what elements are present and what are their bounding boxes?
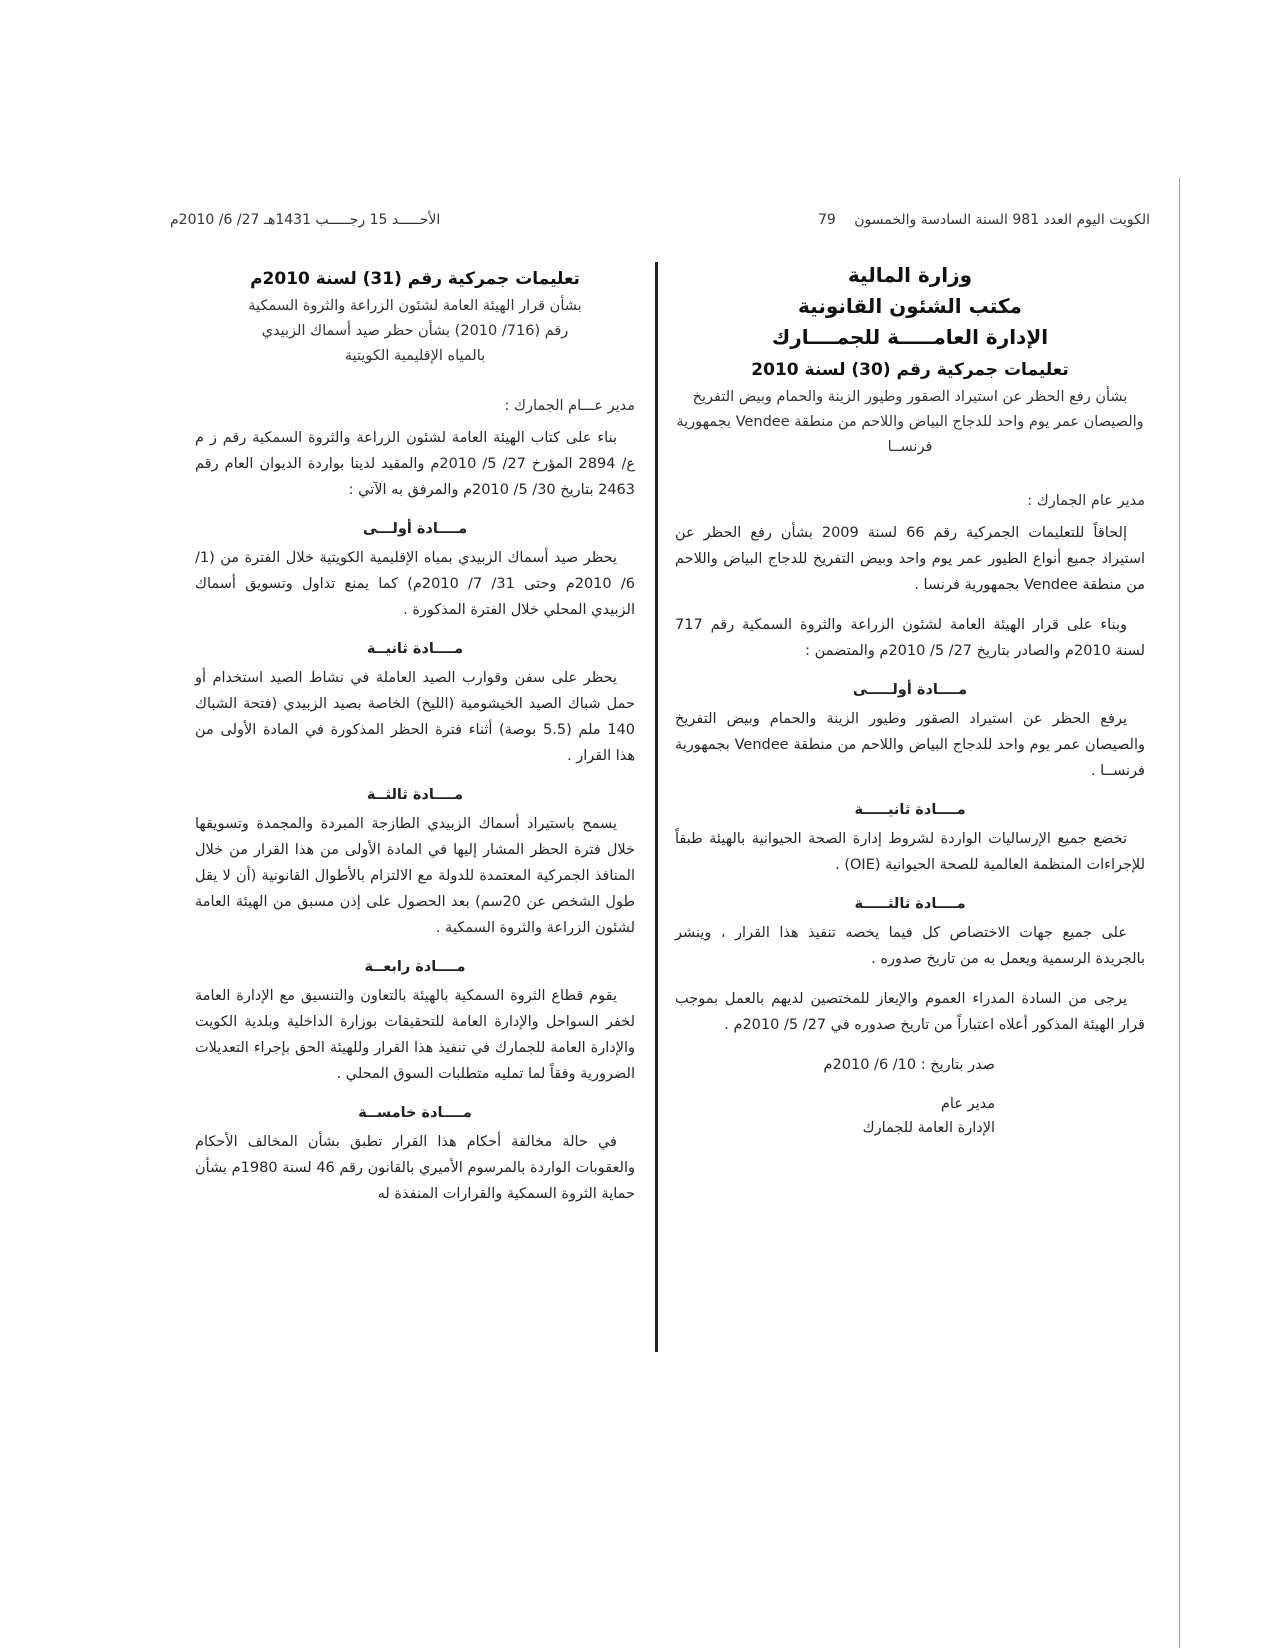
department-name: الإدارة العامـــــة للجمــــارك [771, 325, 1049, 349]
left-column [195, 262, 635, 1221]
intro-paragraph: بناء على كتاب الهيئة العامة لشئون الزراعة والثروة السمكية رقم ز م ع/ 2894 المؤرخ 27/ 5/ 2010م والمقيد لدينا بواردة الديوان العام رقم 2463 بتاريخ 30/ 5/ 2010م والمرفق به الآتي : [195, 430, 635, 498]
article-text: يحظر صيد أسماك الزبيدي بمياه الإقليمية الكويتية خلال الفترة من (1/ 6/ 2010م وحتى 31/ 7/ 2010م) كما يمنع تداول وتسويق أسماك الزبيدي المحلي خلال الفترة المذكورة . [195, 550, 636, 618]
header-issue-info [804, 212, 1150, 228]
header-page-number: 79 [817, 212, 836, 228]
paragraph: إلحاقاً للتعليمات الجمركية رقم 66 لسنة 2009 بشأن رفع الحظر عن استيراد جميع أنواع الطيور عمر يوم واحد وبيض التفريخ للدجاج البياض واللاحم من منطقة Vendee بجمهورية فرنسا . [675, 525, 1145, 593]
signature-title: مدير عام [940, 1096, 995, 1112]
article-text: على جميع جهات الاختصاص كل فيما يخصه تنفيذ هذا القرار ، وينشر بالجريدة الرسمية ويعمل به من تاريخ صدوره . [675, 925, 1145, 967]
article-heading: مــــادة أولـــى [362, 521, 468, 537]
ministry-name: وزارة المالية [847, 263, 973, 287]
running-header [170, 212, 1150, 238]
article-heading: مــــادة أولـــــى [852, 682, 968, 698]
issue-date: صدر بتاريخ : 10/ 6/ 2010م [823, 1057, 995, 1073]
addressee-left: مدير عـــام الجمارك : [504, 398, 635, 414]
article-heading: مــــادة ثالثــة [366, 787, 464, 803]
article-heading: مــــادة ثانيـــــة [854, 802, 966, 818]
article-text: يقوم قطاع الثروة السمكية بالهيئة بالتعاون والتنسيق مع الإدارة العامة لخفر السواحل والإدارة العامة للتحقيقات بوزارة الداخلية وبلدية الكويت والإدارة العامة للجمارك في تنفيذ هذا القرار وللهيئة الحق بإجراء التعديلات الضرورية وفقاً لما تمليه متطلبات السوق المحلي . [195, 988, 635, 1082]
instruction-31-title: تعليمات جمركية رقم (31) لسنة 2010م [250, 269, 580, 289]
page-edge-line [1179, 178, 1180, 1648]
article-heading: مــــادة ثالثـــــة [854, 896, 966, 912]
article-text: في حالة مخالفة أحكام هذا القرار تطبق بشأن المخالف الأحكام والعقوبات الواردة بالمرسوم الأميري بالقانون رقم 46 لسنة 1980م بشأن حماية الثروة السمكية والقرارات المنفذة له [195, 1134, 635, 1202]
instruction-30-title: تعليمات جمركية رقم (30) لسنة 2010 [751, 360, 1069, 380]
paragraph: وبناء على قرار الهيئة العامة لشئون الزراعة والثروة السمكية رقم 717 لسنة 2010م والصادر بتاريخ 27/ 5/ 2010م والمتضمن : [675, 617, 1145, 659]
office-name: مكتب الشئون القانونية [798, 294, 1022, 318]
instruction-31-subject-line: بالمياه الإقليمية الكويتية [344, 348, 486, 364]
column-divider [655, 262, 658, 1352]
closing-paragraph: يرجى من السادة المدراء العموم والإيعاز للمختصين لديهم بالعمل بموجب قرار الهيئة المذكور أعلاه اعتباراً من تاريخ صدوره في 27/ 5/ 2010م . [675, 991, 1145, 1033]
article-text: يرفع الحظر عن استيراد الصقور وطيور الزينة والحمام وبيض التفريخ والصيصان عمر يوم واحد للدجاج البياض واللاحم من منطقة Vendee بجمهورية فرنســا . [675, 711, 1146, 779]
article-heading: مــــادة رابعــة [364, 959, 466, 975]
instruction-31-subject-line: رقم (716/ 2010) بشأن حظر صيد أسماك الزبيدي [261, 323, 569, 339]
article-text: يحظر على سفن وقوارب الصيد العاملة في نشاط الصيد استخدام أو حمل شباك الصيد الخيشومية (الليخ) الخاصة بصيد الزبيدي (فتحة الشباك 140 ملم (5.5 بوصة) أثناء فترة الحظر المذكورة في المادة الأولى من هذا القرار . [195, 670, 635, 764]
article-text: يسمح باستيراد أسماك الزبيدي الطازجة المبردة والمجمدة وتسويقها خلال فترة الحظر المشار إليها في المادة الأولى من هذا القرار من خلال المنافذ الجمركية المعتمدة للدولة مع الالتزام بالأطوال القانونية (أن لا يقل طول الشخص عن 20سم) بعد الحصول على إذن مسبق من الهيئة العامة لشئون الزراعة والثروة السمكية . [195, 816, 635, 936]
article-text: تخضع جميع الإرساليات الواردة لشروط إدارة الصحة الحيوانية بالهيئة طبقاً للإجراءات المنظمة العالمية للصحة الحيوانية (OIE) . [675, 831, 1145, 873]
instruction-31-subject-line: بشأن قرار الهيئة العامة لشئون الزراعة والثروة السمكية [248, 298, 582, 314]
article-heading: مــــادة ثانيــة [366, 641, 464, 657]
right-column [675, 260, 1145, 1140]
signature-block [675, 1092, 1145, 1140]
addressee-right: مدير عام الجمارك : [1027, 493, 1145, 509]
header-date: الأحـــــد 15 رجـــــب 1431هـ 27/ 6/ 2010م [170, 212, 441, 228]
header-publication: الكويت اليوم العدد 981 السنة السادسة والخمسون [854, 212, 1150, 228]
instruction-30-subject: بشأن رفع الحظر عن استيراد الصقور وطيور الزينة والحمام وبيض التفريخ والصيصان عمر يوم واحد للدجاج البياض واللاحم من منطقة Vendee بجمهورية فرنســا [676, 389, 1144, 455]
signature-department: الإدارة العامة للجمارك [862, 1120, 995, 1136]
article-heading: مــــادة خامســة [358, 1105, 472, 1121]
